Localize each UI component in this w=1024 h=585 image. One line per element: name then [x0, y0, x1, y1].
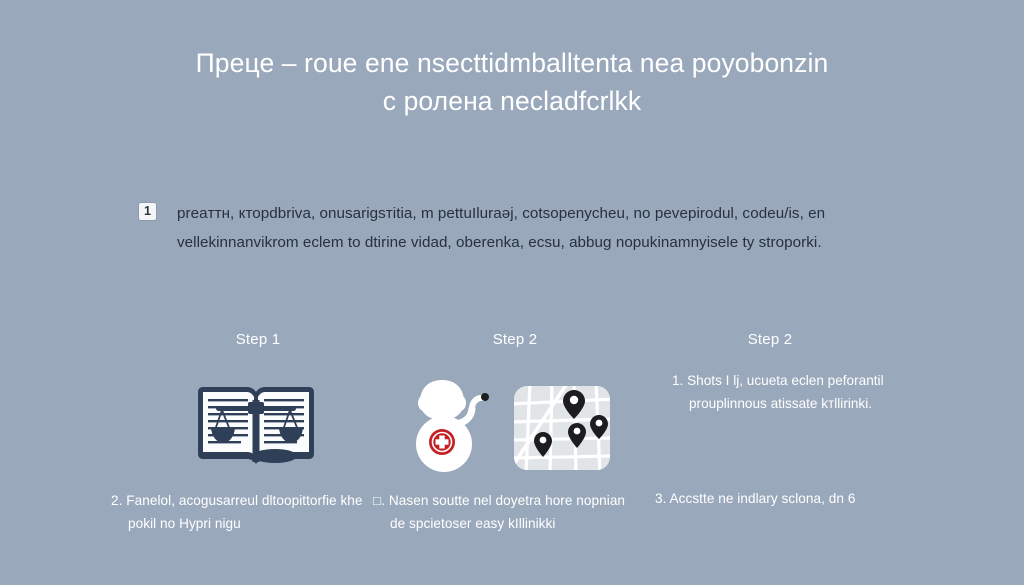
step-2-visual — [384, 372, 640, 476]
step-column-2 — [373, 330, 640, 560]
steps-columns — [111, 330, 896, 560]
step-column-1 — [111, 330, 384, 560]
open-book-scales-icon — [195, 378, 317, 470]
intro-number-badge: 1 — [138, 202, 157, 221]
map-pins-icon — [508, 374, 616, 474]
step-3-heading: Step 2 — [747, 331, 793, 348]
intro-paragraph-text: preaттн, кторdbriva, onusarigsтitia, m pettuIluraǝj, cotsopenycheu, no pevepirodul, соdeu/is, en vellekinnanvikrom eclem to dtirine vidad, oberenka, ecsu, abbug nopukinamnyisele ty stroporki. — [177, 205, 826, 251]
step-3-list-item-1: 1. Shots I lj, ucueta eclen peforantil prouplinnous atissate kтllirinki. — [672, 373, 884, 411]
title-line-1: Преце – roue ene nsecttidmballtenta nea poyobonzin — [195, 48, 829, 78]
step-1-caption: 2. Fanelol, acogusarreul dltoopittorfie khe pokil no Hypri nigu — [111, 493, 363, 531]
step-1-visual — [128, 372, 384, 476]
step-2-heading: Step 2 — [492, 331, 538, 348]
step-3-visual — [640, 370, 896, 474]
step-column-3 — [640, 330, 896, 560]
step-2-caption: □. Nasen soutte nel doyetra hore nopnian de spcietoser easy kIllinikki — [373, 493, 626, 531]
step-3-list-item-2: 3. Accstte ne indlary sclona, dn 6 — [655, 491, 856, 506]
intro-paragraph-row — [138, 200, 878, 257]
doctor-icon — [408, 376, 494, 472]
step-1-heading: Step 1 — [235, 331, 281, 348]
slide-title — [112, 44, 912, 120]
title-line-2: с ролена necladfcrlkk — [382, 86, 642, 116]
